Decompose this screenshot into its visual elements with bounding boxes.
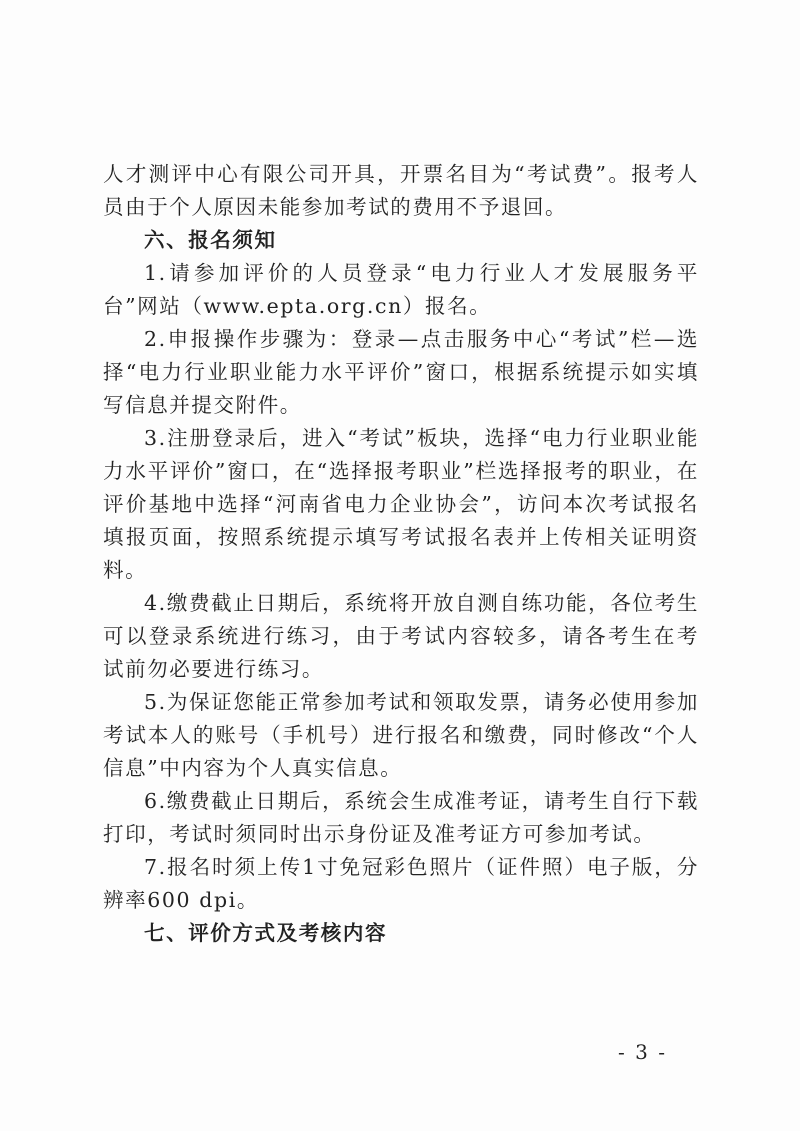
document-body xyxy=(103,158,699,950)
notice-item-1: 1.请参加评价的人员登录“电力行业人才发展服务平台”网站（www.epta.org.cn）报名。 xyxy=(103,261,699,318)
section-6-heading: 六、报名须知 xyxy=(144,228,277,252)
notice-item-2: 2.申报操作步骤为：登录—点击服务中心“考试”栏—选择“电力行业职业能力水平评价”窗口，根据系统提示如实填写信息并提交附件。 xyxy=(103,327,699,417)
section-7-heading: 七、评价方式及考核内容 xyxy=(144,921,388,945)
notice-item-3: 3.注册登录后，进入“考试”板块，选择“电力行业职业能力水平评价”窗口，在“选择报考职业”栏选择报考的职业，在评价基地中选择“河南省电力企业协会”，访问本次考试报名填报页面，按照系统提示填写考试报名表并上传相关证明资料。 xyxy=(103,426,699,582)
notice-item-6: 6.缴费截止日期后，系统会生成准考证，请考生自行下载打印，考试时须同时出示身份证及准考证方可参加考试。 xyxy=(103,789,699,846)
page-number: - 3 - xyxy=(618,1040,667,1064)
notice-item-7: 7.报名时须上传1寸免冠彩色照片（证件照）电子版，分辨率600 dpi。 xyxy=(103,855,699,912)
continuation-paragraph: 人才测评中心有限公司开具，开票名目为“考试费”。报考人员由于个人原因未能参加考试的费用不予退回。 xyxy=(103,162,699,219)
notice-item-5: 5.为保证您能正常参加考试和领取发票，请务必使用参加考试本人的账号（手机号）进行报名和缴费，同时修改“个人信息”中内容为个人真实信息。 xyxy=(103,690,699,780)
notice-item-4: 4.缴费截止日期后，系统将开放自测自练功能，各位考生可以登录系统进行练习，由于考试内容较多，请各考生在考试前勿必要进行练习。 xyxy=(103,591,699,681)
